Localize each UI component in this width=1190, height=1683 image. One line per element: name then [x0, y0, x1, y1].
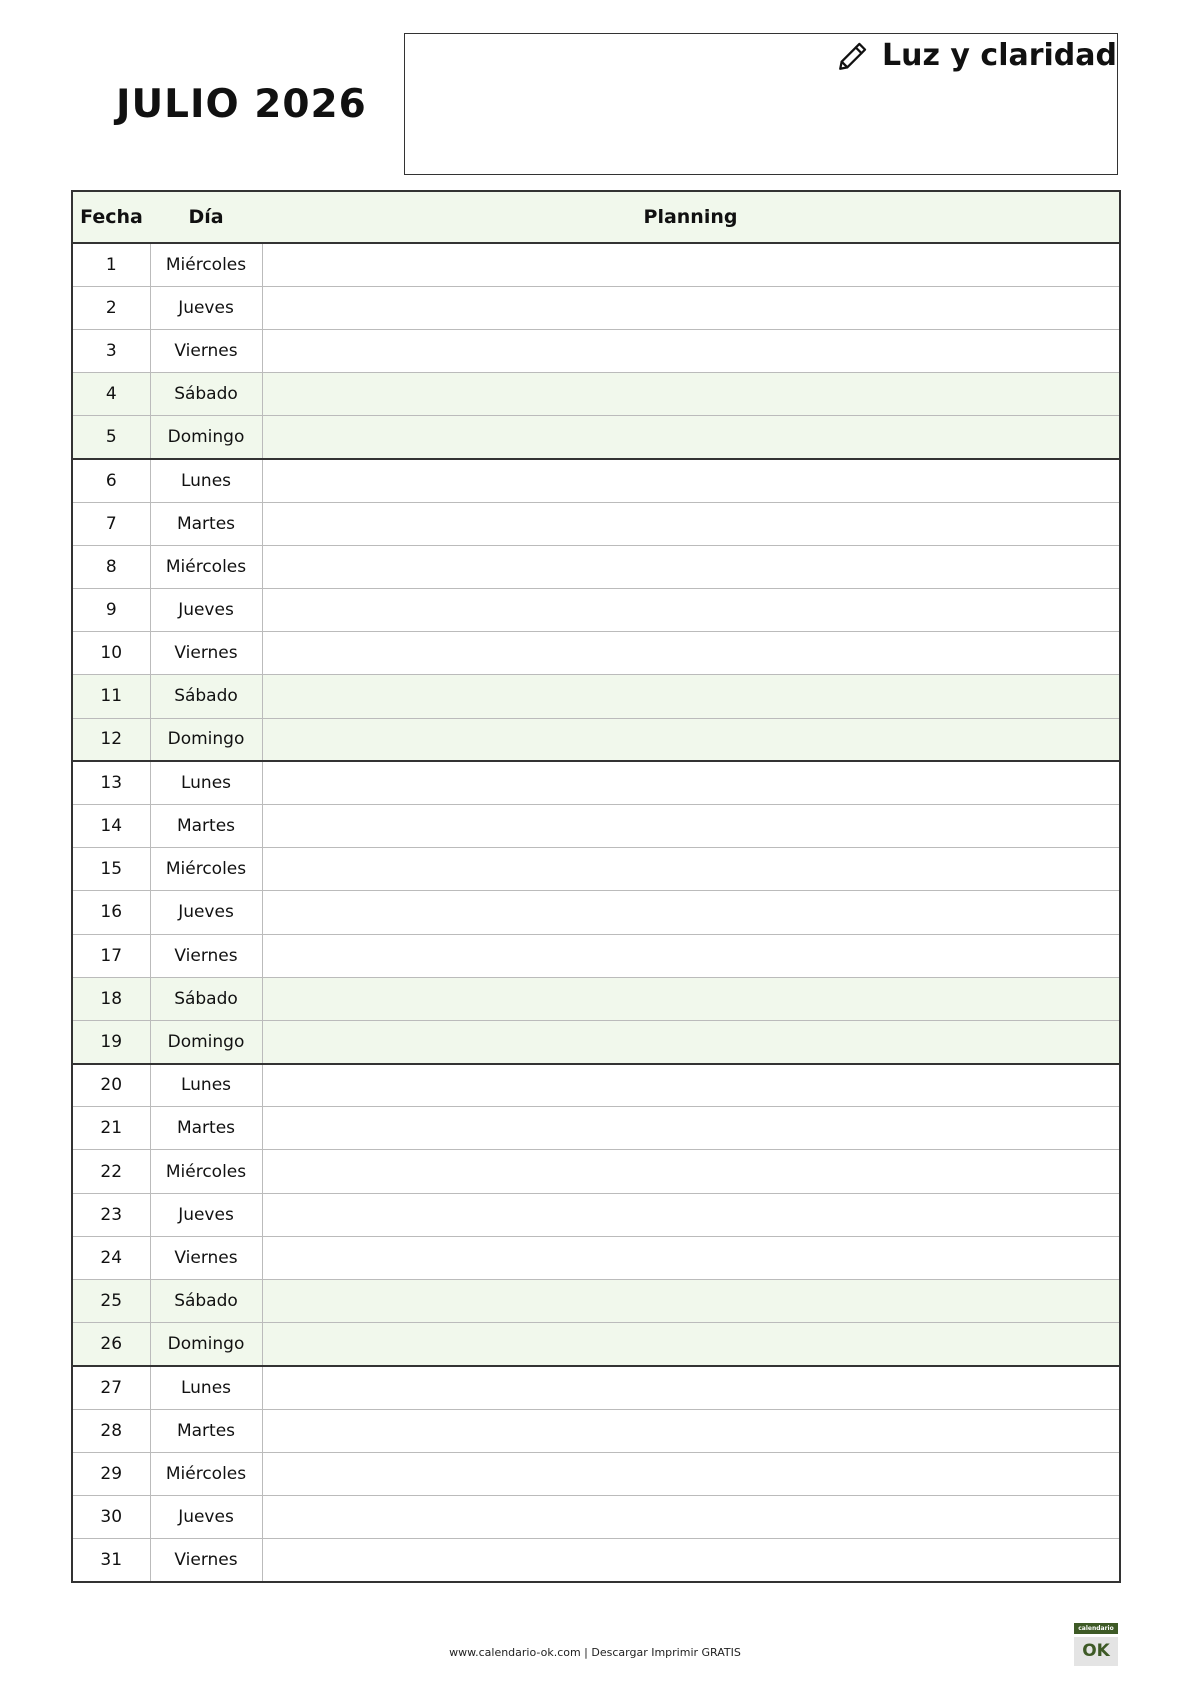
- table-row: [72, 718, 1120, 761]
- dia-cell: Viernes: [150, 1539, 262, 1582]
- dia-cell: Lunes: [150, 459, 262, 502]
- fecha-cell: 23: [72, 1193, 150, 1236]
- dia-cell: Viernes: [150, 934, 262, 977]
- table-row: [72, 1236, 1120, 1279]
- planning-cell[interactable]: [262, 589, 1120, 632]
- table-row: [72, 1193, 1120, 1236]
- table-row: [72, 1107, 1120, 1150]
- table-row: [72, 1150, 1120, 1193]
- table-row: [72, 1452, 1120, 1495]
- fecha-cell: 14: [72, 804, 150, 847]
- planning-cell[interactable]: [262, 891, 1120, 934]
- fecha-cell: 20: [72, 1064, 150, 1107]
- planning-cell[interactable]: [262, 329, 1120, 372]
- fecha-cell: 2: [72, 286, 150, 329]
- dia-cell: Jueves: [150, 891, 262, 934]
- table-row: [72, 589, 1120, 632]
- dia-cell: Viernes: [150, 1236, 262, 1279]
- planning-cell[interactable]: [262, 545, 1120, 588]
- planning-cell[interactable]: [262, 1150, 1120, 1193]
- fecha-cell: 30: [72, 1495, 150, 1538]
- column-header-dia: Día: [150, 191, 262, 243]
- planning-cell[interactable]: [262, 1539, 1120, 1582]
- planning-cell[interactable]: [262, 632, 1120, 675]
- dia-cell: Miércoles: [150, 1150, 262, 1193]
- fecha-cell: 28: [72, 1409, 150, 1452]
- planning-cell[interactable]: [262, 1020, 1120, 1063]
- table-row: [72, 675, 1120, 718]
- dia-cell: Jueves: [150, 1495, 262, 1538]
- column-header-planning: Planning: [262, 191, 1120, 243]
- logo-bottom-label: OK: [1074, 1637, 1118, 1666]
- table-row: [72, 243, 1120, 286]
- notes-header: [836, 38, 1117, 73]
- fecha-cell: 9: [72, 589, 150, 632]
- planning-cell[interactable]: [262, 373, 1120, 416]
- fecha-cell: 13: [72, 761, 150, 804]
- planning-cell[interactable]: [262, 1236, 1120, 1279]
- fecha-cell: 5: [72, 416, 150, 459]
- notes-title: Luz y claridad: [882, 38, 1117, 73]
- table-row: [72, 329, 1120, 372]
- table-row: [72, 1020, 1120, 1063]
- fecha-cell: 1: [72, 243, 150, 286]
- dia-cell: Sábado: [150, 977, 262, 1020]
- table-row: [72, 891, 1120, 934]
- table-row: [72, 761, 1120, 804]
- dia-cell: Martes: [150, 804, 262, 847]
- dia-cell: Miércoles: [150, 848, 262, 891]
- planning-table: [71, 190, 1121, 1583]
- planning-cell[interactable]: [262, 1193, 1120, 1236]
- fecha-cell: 29: [72, 1452, 150, 1495]
- planning-cell[interactable]: [262, 416, 1120, 459]
- planning-cell[interactable]: [262, 286, 1120, 329]
- planning-cell[interactable]: [262, 1409, 1120, 1452]
- dia-cell: Domingo: [150, 718, 262, 761]
- table-row: [72, 1280, 1120, 1323]
- fecha-cell: 24: [72, 1236, 150, 1279]
- fecha-cell: 6: [72, 459, 150, 502]
- fecha-cell: 26: [72, 1323, 150, 1366]
- planning-cell[interactable]: [262, 934, 1120, 977]
- planning-cell[interactable]: [262, 1064, 1120, 1107]
- planning-cell[interactable]: [262, 804, 1120, 847]
- calendario-ok-logo: [1074, 1623, 1118, 1667]
- fecha-cell: 18: [72, 977, 150, 1020]
- fecha-cell: 27: [72, 1366, 150, 1409]
- dia-cell: Sábado: [150, 373, 262, 416]
- fecha-cell: 31: [72, 1539, 150, 1582]
- table-row: [72, 804, 1120, 847]
- table-row: [72, 416, 1120, 459]
- table-row: [72, 848, 1120, 891]
- fecha-cell: 21: [72, 1107, 150, 1150]
- table-header-row: [72, 191, 1120, 243]
- fecha-cell: 15: [72, 848, 150, 891]
- table-row: [72, 502, 1120, 545]
- column-header-fecha: Fecha: [72, 191, 150, 243]
- dia-cell: Viernes: [150, 329, 262, 372]
- planning-cell[interactable]: [262, 459, 1120, 502]
- dia-cell: Sábado: [150, 1280, 262, 1323]
- planning-cell[interactable]: [262, 1280, 1120, 1323]
- dia-cell: Martes: [150, 1107, 262, 1150]
- table-row: [72, 1495, 1120, 1538]
- fecha-cell: 17: [72, 934, 150, 977]
- fecha-cell: 25: [72, 1280, 150, 1323]
- planning-cell[interactable]: [262, 977, 1120, 1020]
- dia-cell: Miércoles: [150, 1452, 262, 1495]
- planning-cell[interactable]: [262, 243, 1120, 286]
- table-row: [72, 459, 1120, 502]
- dia-cell: Jueves: [150, 589, 262, 632]
- fecha-cell: 7: [72, 502, 150, 545]
- fecha-cell: 16: [72, 891, 150, 934]
- table-row: [72, 934, 1120, 977]
- pencil-icon: [836, 39, 870, 73]
- fecha-cell: 10: [72, 632, 150, 675]
- table-row: [72, 545, 1120, 588]
- planning-cell[interactable]: [262, 848, 1120, 891]
- planning-cell[interactable]: [262, 675, 1120, 718]
- table-row: [72, 1539, 1120, 1582]
- dia-cell: Martes: [150, 502, 262, 545]
- table-row: [72, 977, 1120, 1020]
- table-row: [72, 1323, 1120, 1366]
- dia-cell: Martes: [150, 1409, 262, 1452]
- planning-cell[interactable]: [262, 1495, 1120, 1538]
- table-row: [72, 1409, 1120, 1452]
- dia-cell: Jueves: [150, 1193, 262, 1236]
- logo-top-label: calendario: [1074, 1623, 1118, 1634]
- fecha-cell: 8: [72, 545, 150, 588]
- dia-cell: Miércoles: [150, 545, 262, 588]
- dia-cell: Jueves: [150, 286, 262, 329]
- dia-cell: Miércoles: [150, 243, 262, 286]
- footer-text: www.calendario-ok.com | Descargar Imprimir GRATIS: [449, 1646, 741, 1659]
- table-row: [72, 1366, 1120, 1409]
- month-title: JULIO 2026: [116, 82, 367, 127]
- planning-cell[interactable]: [262, 761, 1120, 804]
- fecha-cell: 22: [72, 1150, 150, 1193]
- table-row: [72, 373, 1120, 416]
- fecha-cell: 4: [72, 373, 150, 416]
- planning-cell[interactable]: [262, 718, 1120, 761]
- fecha-cell: 11: [72, 675, 150, 718]
- planning-cell[interactable]: [262, 502, 1120, 545]
- planning-cell[interactable]: [262, 1366, 1120, 1409]
- dia-cell: Domingo: [150, 1020, 262, 1063]
- planning-cell[interactable]: [262, 1107, 1120, 1150]
- dia-cell: Lunes: [150, 1366, 262, 1409]
- table-row: [72, 286, 1120, 329]
- dia-cell: Lunes: [150, 761, 262, 804]
- planning-cell[interactable]: [262, 1452, 1120, 1495]
- dia-cell: Domingo: [150, 1323, 262, 1366]
- notes-box[interactable]: [404, 33, 1118, 175]
- fecha-cell: 19: [72, 1020, 150, 1063]
- planning-table-body: [72, 243, 1120, 1582]
- table-row: [72, 1064, 1120, 1107]
- planning-cell[interactable]: [262, 1323, 1120, 1366]
- dia-cell: Viernes: [150, 632, 262, 675]
- fecha-cell: 12: [72, 718, 150, 761]
- dia-cell: Lunes: [150, 1064, 262, 1107]
- dia-cell: Domingo: [150, 416, 262, 459]
- fecha-cell: 3: [72, 329, 150, 372]
- dia-cell: Sábado: [150, 675, 262, 718]
- table-row: [72, 632, 1120, 675]
